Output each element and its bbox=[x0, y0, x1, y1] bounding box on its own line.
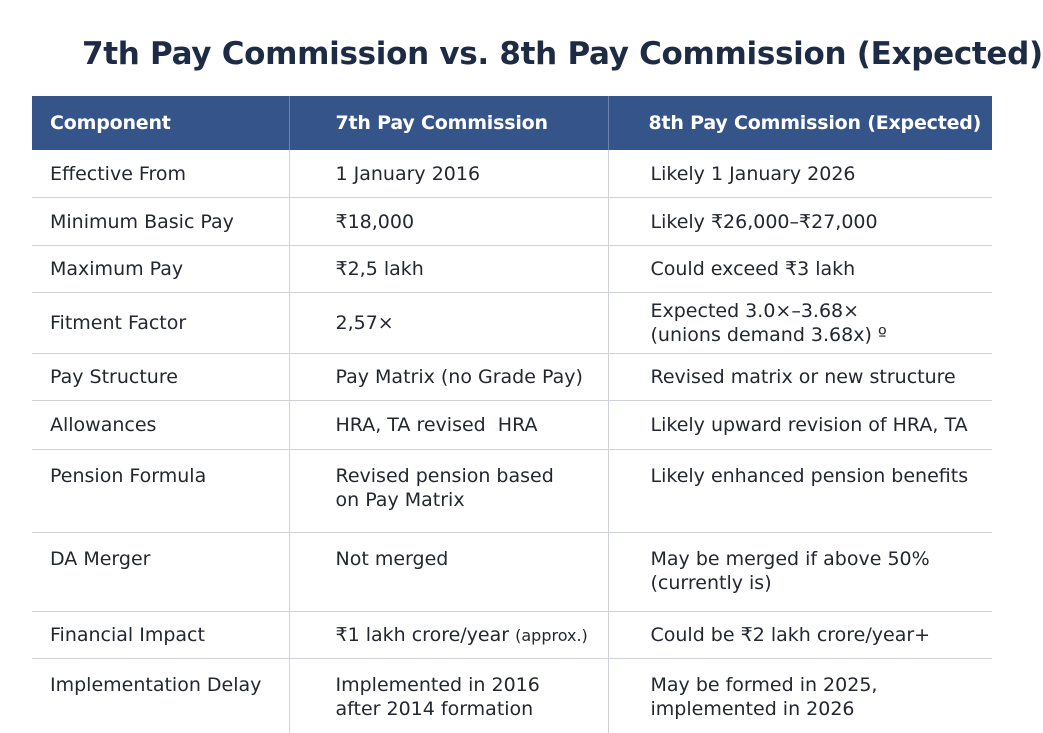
cell-component: DA Merger bbox=[32, 533, 289, 612]
cell-component: Pension Formula bbox=[32, 450, 289, 533]
cell-7th bbox=[289, 293, 608, 354]
cell-text: Not merged bbox=[336, 547, 608, 571]
cell-text: Could be ₹2 lakh crore/year+ bbox=[651, 623, 993, 647]
cell-text: ₹18,000 bbox=[336, 210, 608, 234]
cell-text: Expected 3.0×–3.68× bbox=[651, 299, 993, 323]
cell-7th bbox=[289, 533, 608, 612]
cell-text: ₹2,5 lakh bbox=[336, 257, 608, 281]
cell-component: Maximum Pay bbox=[32, 246, 289, 293]
cell-component: Allowances bbox=[32, 401, 289, 450]
cell-8th bbox=[608, 246, 992, 293]
cell-component: Effective From bbox=[32, 150, 289, 198]
cell-text: ₹1 lakh crore/year bbox=[336, 624, 510, 646]
table-header-row bbox=[32, 96, 992, 150]
cell-text: after 2014 formation bbox=[336, 697, 608, 721]
table-row bbox=[32, 659, 992, 733]
cell-7th bbox=[289, 659, 608, 733]
cell-text: Likely upward revision of HRA, TA bbox=[651, 413, 993, 437]
table-row bbox=[32, 450, 992, 533]
cell-text: implemented in 2026 bbox=[651, 697, 993, 721]
cell-text: Likely 1 January 2026 bbox=[651, 162, 993, 186]
cell-8th bbox=[608, 401, 992, 450]
cell-7th bbox=[289, 198, 608, 246]
cell-text: HRA, TA revised HRA bbox=[336, 413, 608, 437]
page-title: 7th Pay Commission vs. 8th Pay Commission (Expected) bbox=[82, 36, 1012, 72]
cell-component: Pay Structure bbox=[32, 354, 289, 401]
table-row bbox=[32, 150, 992, 198]
table-row bbox=[32, 401, 992, 450]
cell-text: Likely enhanced pension benefits bbox=[651, 464, 993, 488]
table-row bbox=[32, 293, 992, 354]
cell-8th bbox=[608, 450, 992, 533]
cell-8th bbox=[608, 198, 992, 246]
table-row bbox=[32, 533, 992, 612]
cell-component: Fitment Factor bbox=[32, 293, 289, 354]
table-row bbox=[32, 198, 992, 246]
cell-note: (approx.) bbox=[515, 626, 588, 645]
cell-component: Minimum Basic Pay bbox=[32, 198, 289, 246]
cell-text: Pay Matrix (no Grade Pay) bbox=[336, 365, 608, 389]
table-row bbox=[32, 612, 992, 659]
cell-7th bbox=[289, 450, 608, 533]
cell-text: on Pay Matrix bbox=[336, 488, 608, 512]
header-component: Component bbox=[32, 96, 289, 150]
cell-7th bbox=[289, 612, 608, 659]
cell-7th bbox=[289, 354, 608, 401]
cell-component: Implementation Delay bbox=[32, 659, 289, 733]
cell-text: 2,57× bbox=[336, 311, 608, 335]
cell-text: Implemented in 2016 bbox=[336, 673, 608, 697]
cell-text: Revised pension based bbox=[336, 464, 608, 488]
cell-text: May be merged if above 50% bbox=[651, 547, 993, 571]
cell-7th bbox=[289, 401, 608, 450]
cell-8th bbox=[608, 612, 992, 659]
cell-text: (unions demand 3.68x) º bbox=[651, 323, 993, 347]
table-row bbox=[32, 354, 992, 401]
table-row bbox=[32, 246, 992, 293]
cell-text: May be formed in 2025, bbox=[651, 673, 993, 697]
cell-text: Could exceed ₹3 lakh bbox=[651, 257, 993, 281]
cell-8th bbox=[608, 354, 992, 401]
cell-7th bbox=[289, 246, 608, 293]
cell-8th bbox=[608, 533, 992, 612]
cell-8th bbox=[608, 659, 992, 733]
cell-text: 1 January 2016 bbox=[336, 162, 608, 186]
header-7th-pay-commission: 7th Pay Commission bbox=[289, 96, 608, 150]
cell-8th bbox=[608, 293, 992, 354]
cell-8th bbox=[608, 150, 992, 198]
cell-component: Financial Impact bbox=[32, 612, 289, 659]
cell-text: (currently is) bbox=[651, 571, 993, 595]
cell-text: Likely ₹26,000–₹27,000 bbox=[651, 210, 993, 234]
comparison-table bbox=[32, 96, 992, 733]
cell-7th bbox=[289, 150, 608, 198]
header-8th-pay-commission: 8th Pay Commission (Expected) bbox=[608, 96, 992, 150]
cell-text: Revised matrix or new structure bbox=[651, 365, 993, 389]
